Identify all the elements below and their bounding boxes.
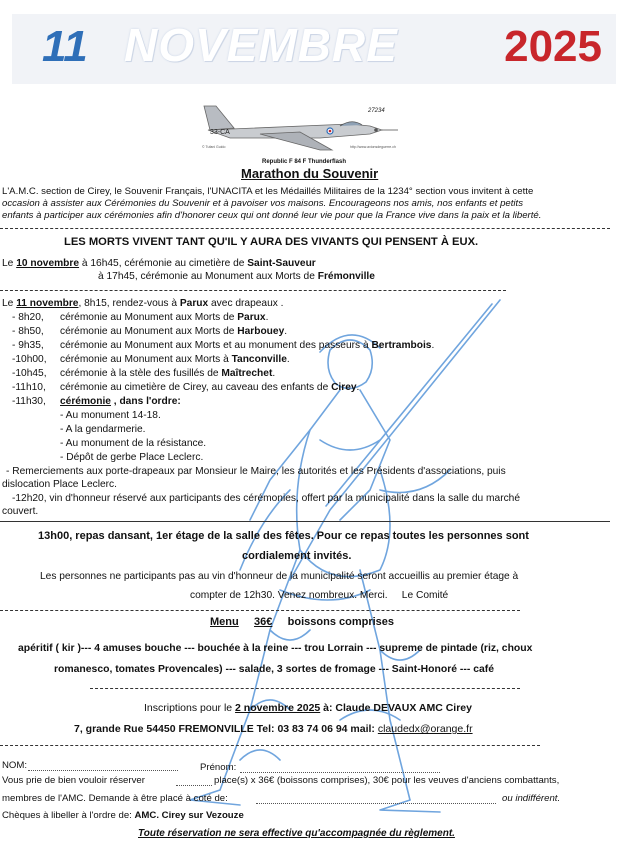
divider bbox=[90, 688, 520, 689]
plane-left-credit: © Tufani Guido bbox=[202, 145, 226, 149]
wine-line-1: -12h20, vin d'honneur réservé aux participants des cérémonies, offert par la municipalité dans la salle du marché bbox=[12, 493, 521, 504]
plane-caption: Republic F 84 F Thunderflash bbox=[262, 159, 347, 165]
form-nom-field[interactable] bbox=[28, 770, 178, 771]
intro-line-3: enfants à participer aux cérémonies afin d'honorer ceux qui ont donné leur vie pour que la France vive dans la paix et la liberté. bbox=[2, 210, 542, 221]
sub-item: - A la gendarmerie. bbox=[60, 424, 146, 435]
sub-item: - Au monument de la résistance. bbox=[60, 438, 207, 449]
booking-address: 7, grande Rue 54450 FREMONVILLE Tel: 03 83 74 06 94 mail: claudedx@orange.fr bbox=[74, 723, 473, 735]
schedule-item: -10h45, cérémonie à la stèle des fusillés de Maîtrechet. bbox=[12, 368, 276, 379]
lunch-note-2: compter de 12h30. Venez nombreux. Merci. Le Comité bbox=[190, 590, 449, 601]
motto: LES MORTS VIVENT TANT QU'IL Y AURA DES VIVANTS QUI PENSENT À EUX. bbox=[64, 236, 479, 248]
form-prenom-field[interactable] bbox=[240, 772, 440, 773]
plane-nose-code: 33-CA bbox=[210, 129, 230, 136]
divider bbox=[0, 290, 506, 291]
lunch-line-2: cordialement invités. bbox=[242, 550, 352, 562]
intro-title: Marathon du Souvenir bbox=[241, 166, 379, 181]
plane-tail-number: 27234 bbox=[368, 108, 385, 114]
divider bbox=[0, 228, 610, 229]
title-day: 11 bbox=[42, 22, 88, 71]
form-line-3: Chèques à libeller à l'ordre de: AMC. Cirey sur Vezouze bbox=[2, 810, 244, 821]
thanks-line-1: - Remerciements aux porte-drapeaux par Monsieur le Maire, les autorités et les Présidents d'associations, puis bbox=[6, 466, 506, 477]
divider bbox=[0, 521, 610, 522]
menu-header: Menu 36€ boissons comprises bbox=[210, 616, 395, 628]
jet-plane-image bbox=[200, 86, 410, 152]
intro-line-1: L'A.M.C. section de Cirey, le Souvenir Français, l'UNACITA et les Médaillés Militaires de la 1234° section vous invitent à cette bbox=[2, 186, 534, 197]
form-line-1a: Vous prie de bien vouloir réserver bbox=[2, 775, 145, 786]
form-line-2a: membres de l'AMC. Demande à être placé à coté de: bbox=[2, 793, 228, 804]
schedule-item: - 9h35, cérémonie au Monument aux Morts et au monument des passeurs à Bertrambois. bbox=[12, 340, 435, 351]
thanks-line-2: dislocation Place Leclerc. bbox=[2, 479, 117, 490]
schedule-item: - 8h20, cérémonie au Monument aux Morts de Parux. bbox=[12, 312, 269, 323]
title-year: 2025 bbox=[504, 22, 602, 71]
plane-right-credit: http://www.avionsdeguerre.ch bbox=[350, 145, 396, 149]
form-footer: Toute réservation ne sera effective qu'accompagnée du règlement. bbox=[138, 828, 455, 839]
menu-line-2: romanesco, tomates Provencales) --- salade, 3 sortes de fromage --- Saint-Honoré --- café bbox=[54, 664, 494, 675]
form-seat-field[interactable] bbox=[256, 803, 496, 804]
title-month: NOVEMBRE bbox=[124, 19, 398, 71]
schedule-item: -10h00, cérémonie au Monument aux Morts à Tanconville. bbox=[12, 354, 290, 365]
wine-line-2: couvert. bbox=[2, 506, 39, 517]
form-line-1b: place(s) x 36€ (boissons comprises), 30€ pour les veuves d'anciens combattants, bbox=[214, 775, 560, 786]
title-banner bbox=[12, 14, 616, 84]
booking-line: Inscriptions pour le 2 novembre 2025 à: Claude DEVAUX AMC Cirey bbox=[144, 702, 472, 714]
nov10-line-2: à 17h45, cérémonie au Monument aux Morts de Frémonville bbox=[98, 271, 375, 282]
divider bbox=[0, 610, 520, 611]
nov10-line-1: Le 10 novembre à 16h45, cérémonie au cimetière de Saint-Sauveur bbox=[2, 258, 316, 269]
form-prenom-label: Prénom: bbox=[200, 762, 237, 773]
schedule-item: -11h30, cérémonie , dans l'ordre: bbox=[12, 396, 181, 407]
sub-item: - Dépôt de gerbe Place Leclerc. bbox=[60, 452, 204, 463]
lunch-note-1: Les personnes ne participants pas au vin d'honneur de la municipalité seront accueillis au premier étage à bbox=[40, 571, 519, 582]
lunch-line-1: 13h00, repas dansant, 1er étage de la salle des fêtes. Pour ce repas toutes les personnes sont bbox=[38, 530, 529, 542]
divider bbox=[0, 745, 540, 746]
form-places-field[interactable] bbox=[176, 785, 212, 786]
intro-line-2: occasion à assister aux Cérémonies du Souvenir et à pavoiser vos maisons. Encourageons nos amis, nos enfants et petits bbox=[2, 198, 524, 209]
sub-item: - Au monument 14-18. bbox=[60, 410, 161, 421]
form-nom-label: NOM: bbox=[2, 760, 28, 771]
schedule-item: -11h10, cérémonie au cimetière de Cirey, au caveau des enfants de Cirey. bbox=[12, 382, 360, 393]
form-line-2b: ou indifférent. bbox=[502, 793, 561, 804]
schedule-item: - 8h50, cérémonie au Monument aux Morts de Harbouey. bbox=[12, 326, 288, 337]
menu-line-1: apéritif ( kir )--- 4 amuses bouche --- bouchée à la reine --- trou Lorrain --- supreme de pintade (riz, choux bbox=[18, 643, 533, 654]
nov11-intro: Le 11 novembre, 8h15, rendez-vous à Parux avec drapeaux . bbox=[2, 298, 284, 309]
